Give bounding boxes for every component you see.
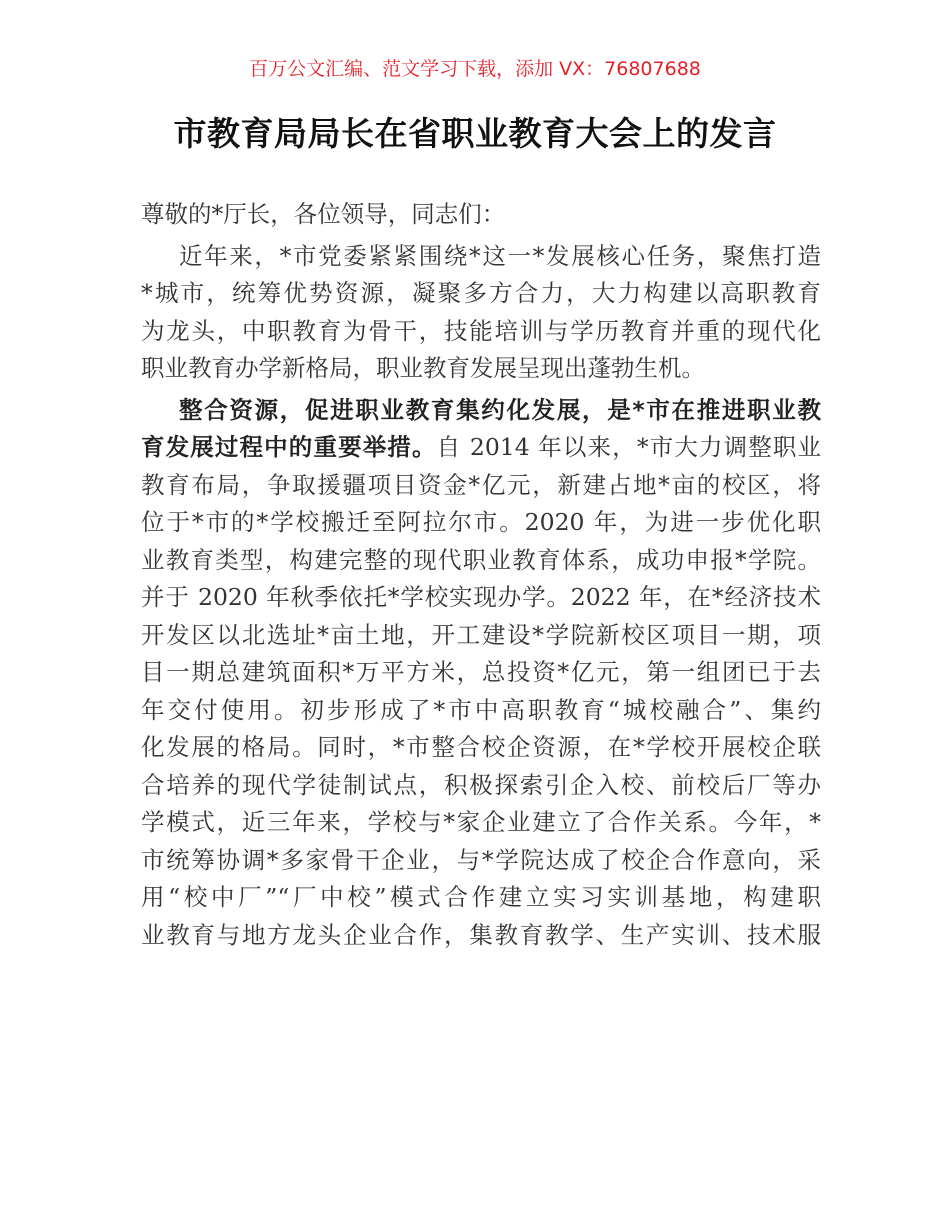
paragraph-line: 市统筹协调*多家骨干企业，与*学院达成了校企合作意向，采 xyxy=(141,845,821,874)
paragraph-line: 化发展的格局。同时，*市整合校企资源，在*学校开展校企联 xyxy=(141,733,821,761)
paragraph-line: 合培养的现代学徒制试点，积极探索引企入校、前校后厂等办 xyxy=(141,770,821,799)
document-title: 市教育局局长在省职业教育大会上的发言 xyxy=(173,114,777,153)
paragraph-line: 近年来，*市党委紧紧围绕*这一*发展核心任务，聚焦打造 xyxy=(179,241,821,270)
paragraph-line: 年交付使用。初步形成了*市中高职教育“城校融合”、集约 xyxy=(141,695,821,724)
paragraph-line: 位于*市的*学校搬迁至阿拉尔市。2020 年，为进一步优化职 xyxy=(141,508,821,536)
salutation: 尊敬的*厅长，各位领导，同志们： xyxy=(141,200,506,228)
paragraph-line: 并于 2020 年秋季依托*学校实现办学。2022 年，在*经济技术 xyxy=(141,583,821,611)
paragraph-line xyxy=(141,429,821,467)
paragraph-2 xyxy=(141,392,821,955)
paragraph-line-rest: 自 2014 年以来，*市大力调整职业 xyxy=(436,433,822,461)
paragraph-line: 目一期总建筑面积*万平方米，总投资*亿元，第一组团已于去 xyxy=(141,658,821,686)
paragraph-1 xyxy=(141,238,821,388)
watermark-banner: 百万公文汇编、范文学习下载，添加 VX：76807688 xyxy=(249,58,701,80)
paragraph-line: 业教育类型，构建完整的现代职业教育体系，成功申报*学院。 xyxy=(141,545,821,574)
paragraph-line: 职业教育办学新格局，职业教育发展呈现出蓬勃生机。 xyxy=(141,354,705,382)
paragraph-line: 业教育与地方龙头企业合作，集教育教学、生产实训、技术服 xyxy=(141,920,821,949)
paragraph-line: 用“校中厂”“厂中校”模式合作建立实习实训基地，构建职 xyxy=(141,883,821,911)
document-body xyxy=(141,196,821,954)
paragraph-heading-tail: 育发展过程中的重要举措。 xyxy=(141,433,437,461)
paragraph-line: 学模式，近三年来，学校与*家企业建立了合作关系。今年，* xyxy=(141,808,821,836)
paragraph-line: 开发区以北选址*亩土地，开工建设*学院新校区项目一期，项 xyxy=(141,620,821,649)
paragraph-heading-line: 整合资源，促进职业教育集约化发展，是*市在推进职业教 xyxy=(179,395,821,424)
paragraph-line: *城市，统筹优势资源，凝聚多方合力，大力构建以高职教育 xyxy=(141,279,821,307)
paragraph-line: 为龙头，中职教育为骨干，技能培训与学历教育并重的现代化 xyxy=(141,316,821,345)
paragraph-line: 教育布局，争取援疆项目资金*亿元，新建占地*亩的校区，将 xyxy=(141,470,821,499)
